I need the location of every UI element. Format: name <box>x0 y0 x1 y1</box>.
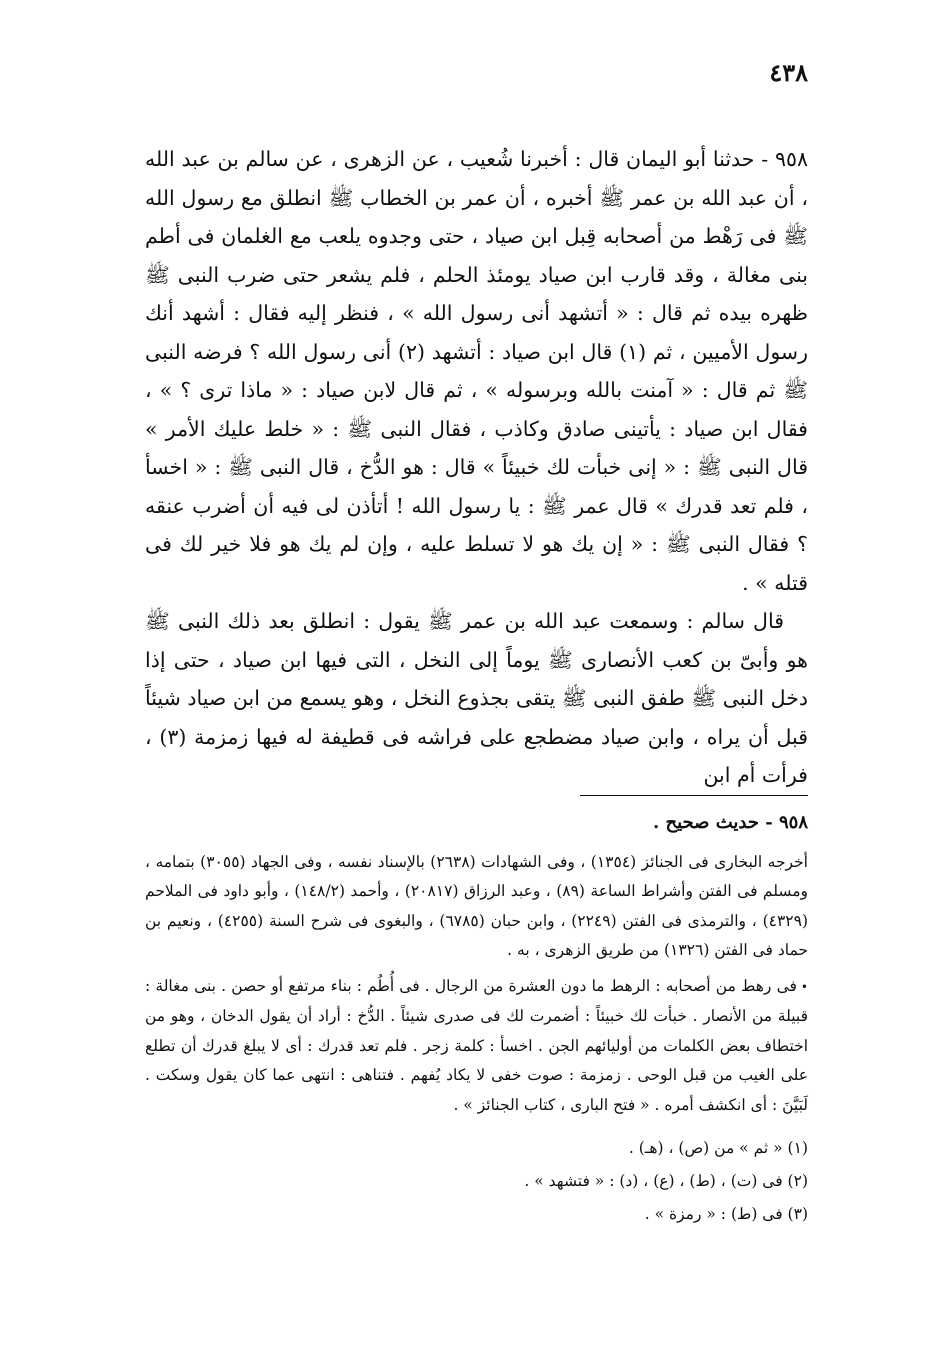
bullet-icon: • <box>800 979 808 994</box>
page-number: ٤٣٨ <box>769 58 808 87</box>
variant-note: (١) « ثم » من (ص) ، (هـ) . <box>628 1139 808 1157</box>
footnotes-section <box>145 808 808 1231</box>
footnote-divider <box>580 795 808 796</box>
hadith-paragraph: ٩٥٨ - حدثنا أبو اليمان قال : أخبرنا شُعيب ، عن الزهرى ، عن سالم بن عبد الله ، أن عبد الله بن عمر ﷺ أخبره ، أن عمر بن الخطاب ﷺ انطلق مع رسول الله ﷺ فى رَهْط من أصحابه قِبل ابن صياد ، حتى وجدوه يلعب مع الغلمان فى أطم بنى مغالة ، وقد قارب ابن صياد يومئذ الحلم ، فلم يشعر حتى ضرب النبى ﷺ ظهره بيده ثم قال : « أتشهد أنى رسول الله » ، فنظر إليه فقال : أشهد أنك رسول الأميين ، ثم (١) قال ابن صياد : أتشهد (٢) أنى رسول الله ؟ فرضه النبى ﷺ ثم قال : « آمنت بالله وبرسوله » ، ثم قال لابن صياد : « ماذا ترى ؟ » ، فقال ابن صياد : يأتينى صادق وكاذب ، فقال النبى ﷺ : « خلط عليك الأمر » قال النبى ﷺ : « إنى خبأت لك خبيئاً » قال : هو الدُّخ ، قال النبى ﷺ : « اخسأ ، فلم تعد قدرك » قال عمر ﷺ : يا رسول الله ! أتأذن لى فيه أن أضرب عنقه ؟ فقال النبى ﷺ : « إن يك هو لا تسلط عليه ، وإن لم يك هو فلا خير لك فى قتله » . <box>145 147 808 595</box>
variant-note: (٢) فى (ت) ، (ط) ، (ع) ، (د) : « فتشهد » . <box>524 1172 808 1190</box>
glossary-text: فى رهط من أصحابه : الرهط ما دون العشرة من الرجال . فى أُطُم : بناء مرتفع أو حصن . بنى مغالة : قبيلة من الأنصار . خبأت لك خبيئاً : أضمرت لك فى صدرى شيئاً . الدُّخ : أراد أن يقول الدخان ، وهو من اختطاف بعض الكلمات من أوليائهم الجن . اخسأ : كلمة زجر . فلم تعد قدرك : أى لا يبلغ قدرك أن تطلع على الغيب من قبل الوحى . زمزمة : صوت خفى لا يكاد يُفهم . فتناهى : انتهى عما كان يقول وسكت . لَبَيَّنَ : أى انكشف أمره . « فتح البارى ، كتاب الجنائز » . <box>145 976 808 1114</box>
glossary-note <box>145 972 808 1121</box>
hadith-grade: ٩٥٨ - حديث صحيح . <box>652 812 808 833</box>
takhrij-note: أخرجه البخارى فى الجنائز (١٣٥٤) ، وفى الشهادات (٢٦٣٨) بالإسناد نفسه ، وفى الجهاد (٣٠٥٥) بتمامه ، ومسلم فى الفتن وأشراط الساعة (٨٩) ، وعبد الرزاق (٢٠٨١٧) ، وأحمد (١٤٨/٢) ، وأبو داود فى الملاحم (٤٣٢٩) ، والترمذى فى الفتن (٢٢٤٩) ، وابن حبان (٦٧٨٥) ، والبغوى فى شرح السنة (٤٢٥٥) ، ونعيم بن حماد فى الفتن (١٣٢٦) من طريق الزهرى ، به . <box>145 852 808 959</box>
hadith-paragraph: قال سالم : وسمعت عبد الله بن عمر ﷺ يقول : انطلق بعد ذلك النبى ﷺ هو وأبىّ بن كعب الأنصارى ﷺ يوماً إلى النخل ، التى فيها ابن صياد ، حتى إذا دخل النبى ﷺ طفق النبى ﷺ يتقى بجذوع النخل ، وهو يسمع من ابن صياد شيئاً قبل أن يراه ، وابن صياد مضطجع على فراشه فى قطيفة له فيها زمزمة (٣) ، فرأت أم ابن <box>145 609 809 787</box>
main-text <box>145 140 808 795</box>
variant-note: (٣) فى (ط) : « رمزة » . <box>644 1205 808 1223</box>
manuscript-variants <box>145 1132 808 1231</box>
